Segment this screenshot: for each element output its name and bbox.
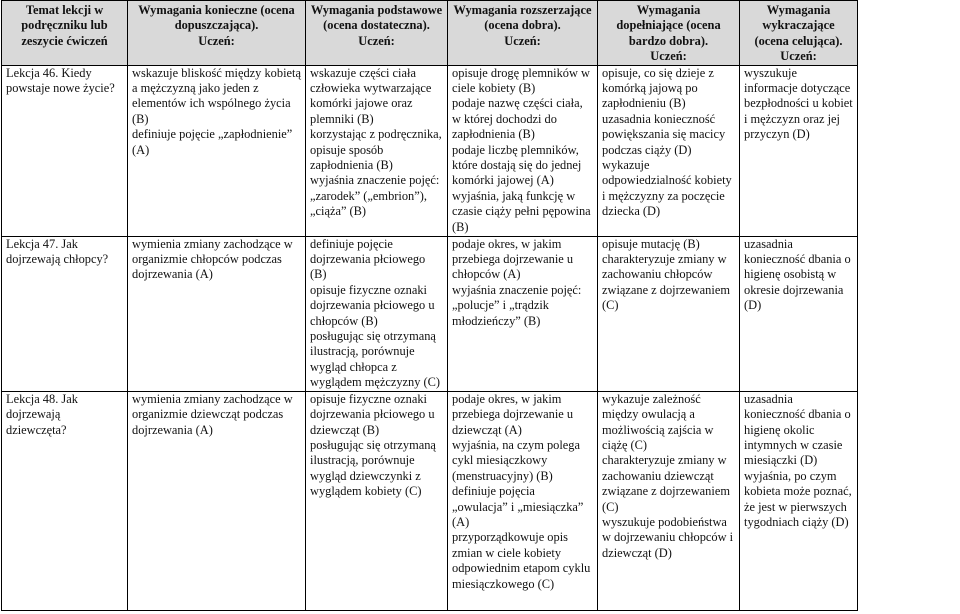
requirement-item: uzasadnia konieczność dbania o higienę osobistą w okresie dojrzewania (D) xyxy=(744,236,851,313)
requirement-item: korzystając z podręcznika, opisuje sposób zapłodnienia (B) xyxy=(310,127,442,173)
lesson-cell xyxy=(2,391,128,610)
requirement-item: opisuje drogę plemników w ciele kobiety (B) xyxy=(452,65,590,96)
header-subtitle: Uczeń: xyxy=(198,33,235,48)
requirement-item: przyporządkowuje opis zmian w ciele kobiety odpowiednim etapom cyklu miesiączkowego (C) xyxy=(452,530,591,591)
header-podstawowe xyxy=(306,1,448,66)
lesson-title: Lekcja 48. Jak dojrzewają dziewczęta? xyxy=(6,391,78,437)
requirement-item: wyjaśnia, po czym kobieta może poznać, że jest w pierwszych tygodniach ciąży (D) xyxy=(744,468,852,529)
requirement-item: wyjaśnia znaczenie pojęć: „polucje” i „trądzik młodzieńczy” (B) xyxy=(452,282,582,328)
podstawowe-cell xyxy=(306,236,448,391)
requirement-item: wykazuje zależność między owulacją a możliwością zajścia w ciążę (C) xyxy=(602,391,714,452)
requirement-item: podaje liczbę plemników, które dostają się do jednej komórki jajowej (A) xyxy=(452,142,582,188)
konieczne-cell xyxy=(128,65,306,236)
requirement-item: wskazuje części ciała człowieka wytwarzające komórki jajowe oraz plemniki (B) xyxy=(310,65,432,126)
lesson-title: Lekcja 47. Jak dojrzewają chłopcy? xyxy=(6,236,109,267)
rozszerzajace-cell xyxy=(448,391,598,610)
header-konieczne xyxy=(128,1,306,66)
requirement-item: wyjaśnia, jaką funkcję w czasie ciąży pełni pępowina (B) xyxy=(452,188,591,234)
header-wykraczajace xyxy=(740,1,858,66)
requirement-item: wyszukuje informacje dotyczące bezpłodności u kobiet i mężczyzn oraz jej przyczyn (D) xyxy=(744,65,853,142)
header-rozszerzajace xyxy=(448,1,598,66)
header-subtitle: Uczeń: xyxy=(780,49,817,64)
requirement-item: opisuje, co się dzieje z komórką jajową po zapłodnieniu (B) xyxy=(602,65,714,111)
rozszerzajace-cell xyxy=(448,65,598,236)
header-title: Wymagania rozszerzające (ocena dobra). xyxy=(453,3,592,33)
requirement-item: podaje okres, w jakim przebiega dojrzewanie u chłopców (A) xyxy=(452,236,574,282)
header-subtitle: Uczeń: xyxy=(650,49,687,64)
lesson-cell xyxy=(2,65,128,236)
wykraczajace-cell xyxy=(740,65,858,236)
requirement-item: opisuje fizyczne oznaki dojrzewania płciowego u dziewcząt (B) xyxy=(310,391,435,437)
konieczne-cell xyxy=(128,236,306,391)
table-body xyxy=(2,65,959,610)
header-lesson-topic xyxy=(2,1,128,66)
requirements-table xyxy=(1,0,959,611)
table-header xyxy=(2,1,959,66)
requirement-item: podaje okres, w jakim przebiega dojrzewanie u dziewcząt (A) xyxy=(452,391,574,437)
lesson-cell xyxy=(2,236,128,391)
requirement-item: posługując się otrzymaną ilustracją, porównuje wygląd chłopca z wyglądem mężczyzny (C) xyxy=(310,329,441,390)
dopelniajace-cell xyxy=(598,65,740,236)
dopelniajace-cell xyxy=(598,391,740,610)
dopelniajace-cell xyxy=(598,236,740,391)
podstawowe-cell xyxy=(306,391,448,610)
requirement-item: wymienia zmiany zachodzące w organizmie chłopców podczas dojrzewania (A) xyxy=(132,236,293,282)
requirement-item: wyszukuje podobieństwa w dojrzewaniu chłopców i dziewcząt (D) xyxy=(602,514,734,560)
table-row xyxy=(2,236,959,391)
requirement-item: uzasadnia konieczność powiększania się macicy podczas ciąży (D) xyxy=(602,111,726,157)
header-dopelniajace xyxy=(598,1,740,66)
requirement-item: definiuje pojęcie dojrzewania płciowego (B) xyxy=(310,236,426,282)
header-title: Wymagania podstawowe (ocena dostateczna). xyxy=(310,3,443,33)
requirement-item: wyjaśnia, na czym polega cykl miesiączkowy (menstruacyjny) (B) xyxy=(452,437,580,483)
requirement-item: posługując się otrzymaną ilustracją, porównuje wygląd dziewczynki z wyglądem kobiety (C) xyxy=(310,437,436,499)
requirement-item: wykazuje odpowiedzialność kobiety i mężczyzny za poczęcie dziecka (D) xyxy=(602,158,732,219)
lesson-title: Lekcja 46. Kiedy powstaje nowe życie? xyxy=(6,65,115,96)
rozszerzajace-cell xyxy=(448,236,598,391)
requirement-item: charakteryzuje zmiany w zachowaniu chłopców związane z dojrzewaniem (C) xyxy=(602,252,730,313)
requirement-item: opisuje fizyczne oznaki dojrzewania płciowego u chłopców (B) xyxy=(310,282,435,328)
requirement-item: wskazuje bliskość między kobietą a mężczyzną jako jeden z elementów ich wspólnego życia (B) xyxy=(132,65,301,126)
header-title: Wymagania konieczne (ocena dopuszczająca). xyxy=(138,3,295,33)
requirement-item: wyjaśnia znaczenie pojęć: „zarodek” („embrion”), „ciąża” (B) xyxy=(310,173,440,219)
requirement-item: opisuje mutację (B) xyxy=(602,236,700,251)
requirement-item: uzasadnia konieczność dbania o higienę okolic intymnych w czasie miesiączki (D) xyxy=(744,391,851,468)
wykraczajace-cell xyxy=(740,391,858,610)
header-title: Wymagania wykraczające (ocena celująca). xyxy=(754,3,843,48)
header-title: Wymagania dopełniające (ocena bardzo dobra). xyxy=(616,3,721,48)
konieczne-cell xyxy=(128,391,306,610)
podstawowe-cell xyxy=(306,65,448,236)
table-row xyxy=(2,391,959,610)
header-title: Temat lekcji w podręczniku lub zeszycie ćwiczeń xyxy=(21,3,108,48)
header-row xyxy=(2,1,959,66)
header-subtitle: Uczeń: xyxy=(358,33,395,48)
header-subtitle: Uczeń: xyxy=(504,33,541,48)
requirement-item: definiuje pojęcia „owulacja” i „miesiączka” (A) xyxy=(452,484,584,529)
table-row xyxy=(2,65,959,236)
requirement-item: definiuje pojęcie „zapłodnienie” (A) xyxy=(132,127,293,157)
wykraczajace-cell xyxy=(740,236,858,391)
requirement-item: charakteryzuje zmiany w zachowaniu dziewcząt związane z dojrzewaniem (C) xyxy=(602,453,730,514)
requirement-item: podaje nazwę części ciała, w której dochodzi do zapłodnienia (B) xyxy=(452,96,583,142)
requirement-item: wymienia zmiany zachodzące w organizmie dziewcząt podczas dojrzewania (A) xyxy=(132,391,293,437)
